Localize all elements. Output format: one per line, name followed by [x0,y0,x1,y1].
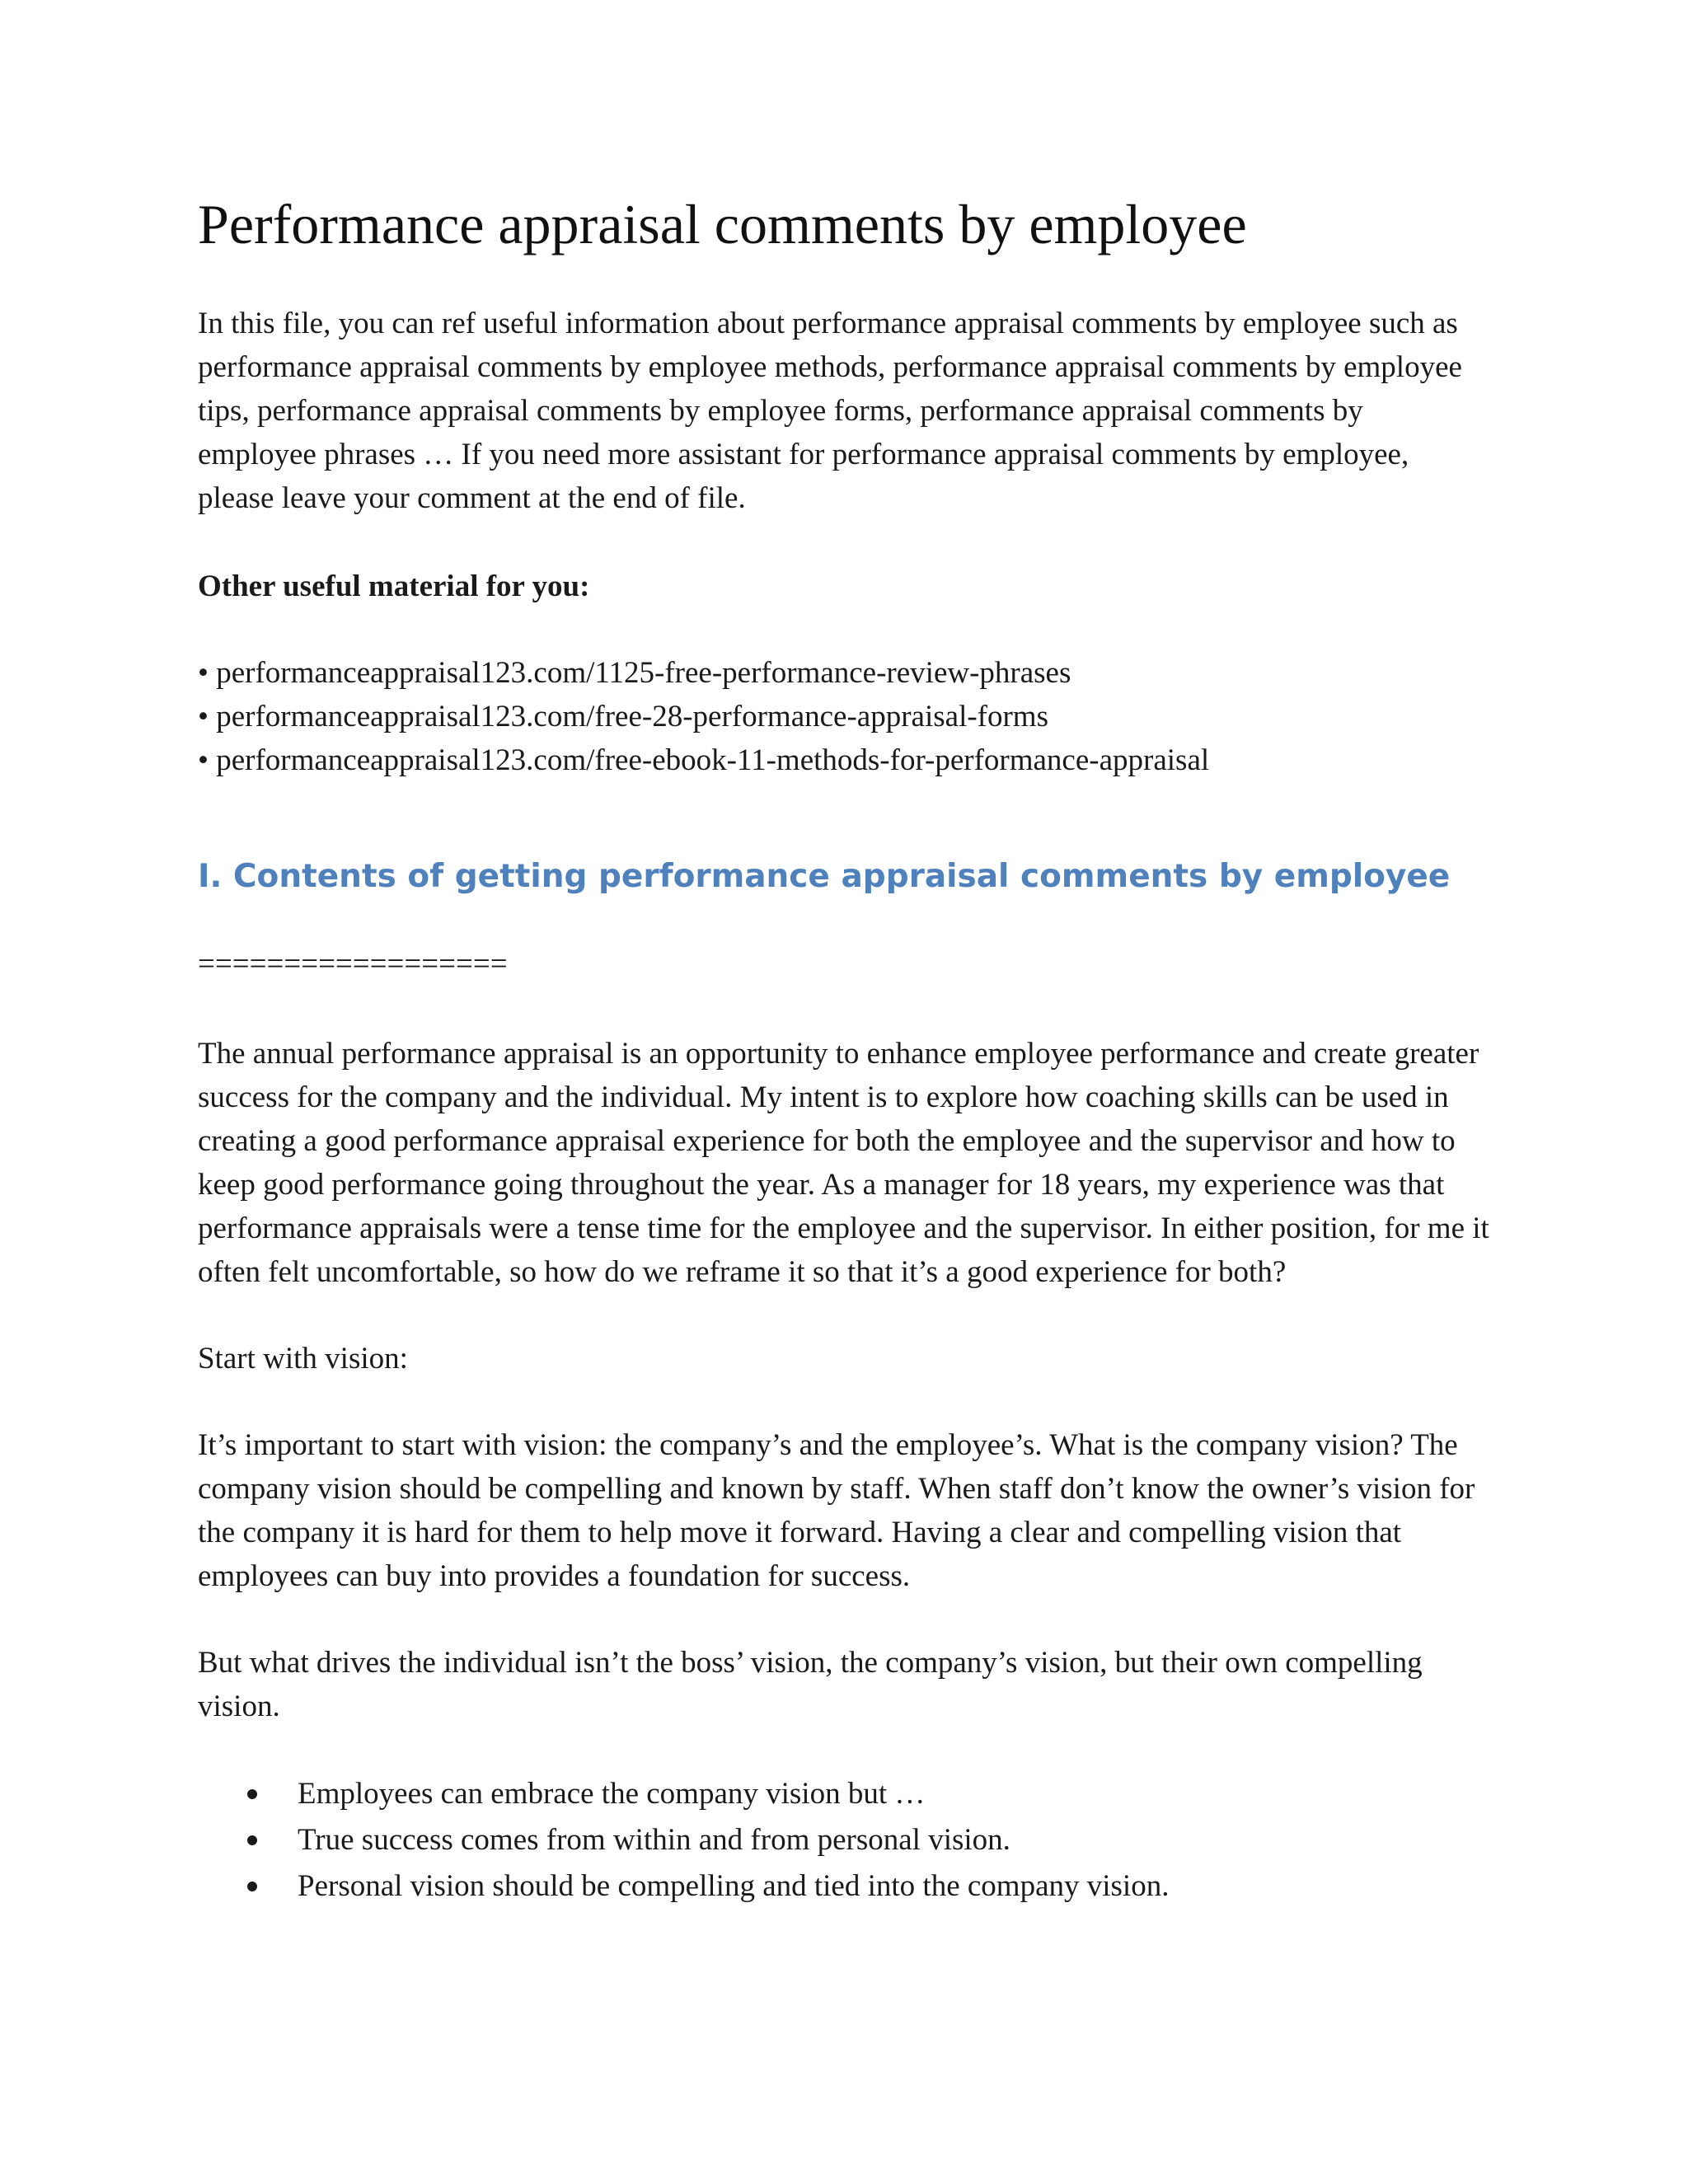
paragraph-company-vision: It’s important to start with vision: the company’s and the employee’s. What is the company vision? The company vision should be compelling and known by staff. When staff don’t know the owner’s vision for the company it is hard for them to help move it forward. Having a clear and compelling vision that employees can buy into provides a foundation for success. [198,1428,1475,1594]
start-with-vision-label: Start with vision: [198,1342,408,1376]
bullet-item-1 [198,1771,1500,1817]
paragraph-annual-appraisal: The annual performance appraisal is an opportunity to enhance employee performance and create greater success for the company and the individual. My intent is to explore how coaching skills can be used in creating a good performance appraisal experience for both the employee and the supervisor and how to keep good performance going throughout the year. As a manager for 18 years, my experience was that performance appraisals were a tense time for the employee and the supervisor. In either position, for me it often felt uncomfortable, so how do we reframe it so that it’s a good experience for both? [198,1037,1489,1290]
useful-link-3[interactable]: • performanceappraisal123.com/free-ebook-11-methods-for-performance-appraisal [198,743,1210,777]
bullet-text-1: Employees can embrace the company vision but … [298,1777,926,1811]
bullet-dot-icon [247,1835,257,1845]
vision-bullet-list [198,1771,1500,1910]
paragraph-individual-vision: But what drives the individual isn’t the boss’ vision, the company’s vision, but their own compelling vision. [198,1646,1423,1724]
bullet-text-3: Personal vision should be compelling and tied into the company vision. [298,1869,1170,1904]
bullet-item-2 [198,1817,1500,1863]
separator-line: ================== [198,947,508,982]
bullet-item-3 [198,1863,1500,1910]
bullet-text-2: True success comes from within and from personal vision. [298,1823,1010,1858]
bullet-dot-icon [247,1789,257,1799]
section-heading: I. Contents of getting performance appraisal comments by employee [198,857,1451,895]
other-material-label: Other useful material for you: [198,569,590,603]
bullet-dot-icon [247,1882,257,1891]
document-page [198,191,1500,1910]
useful-links-list [198,651,1500,782]
useful-link-1[interactable]: • performanceappraisal123.com/1125-free-performance-review-phrases [198,655,1071,690]
document-title: Performance appraisal comments by employee [198,193,1247,255]
intro-paragraph: In this file, you can ref useful information about performance appraisal comments by employee such as performance appraisal comments by employee methods, performance appraisal comments by employee tips, performance appraisal comments by employee forms, performance appraisal comments by employee phrases … If you need more assistant for performance appraisal comments by employee, please leave your comment at the end of file. [198,306,1462,515]
useful-link-2[interactable]: • performanceappraisal123.com/free-28-performance-appraisal-forms [198,699,1048,733]
